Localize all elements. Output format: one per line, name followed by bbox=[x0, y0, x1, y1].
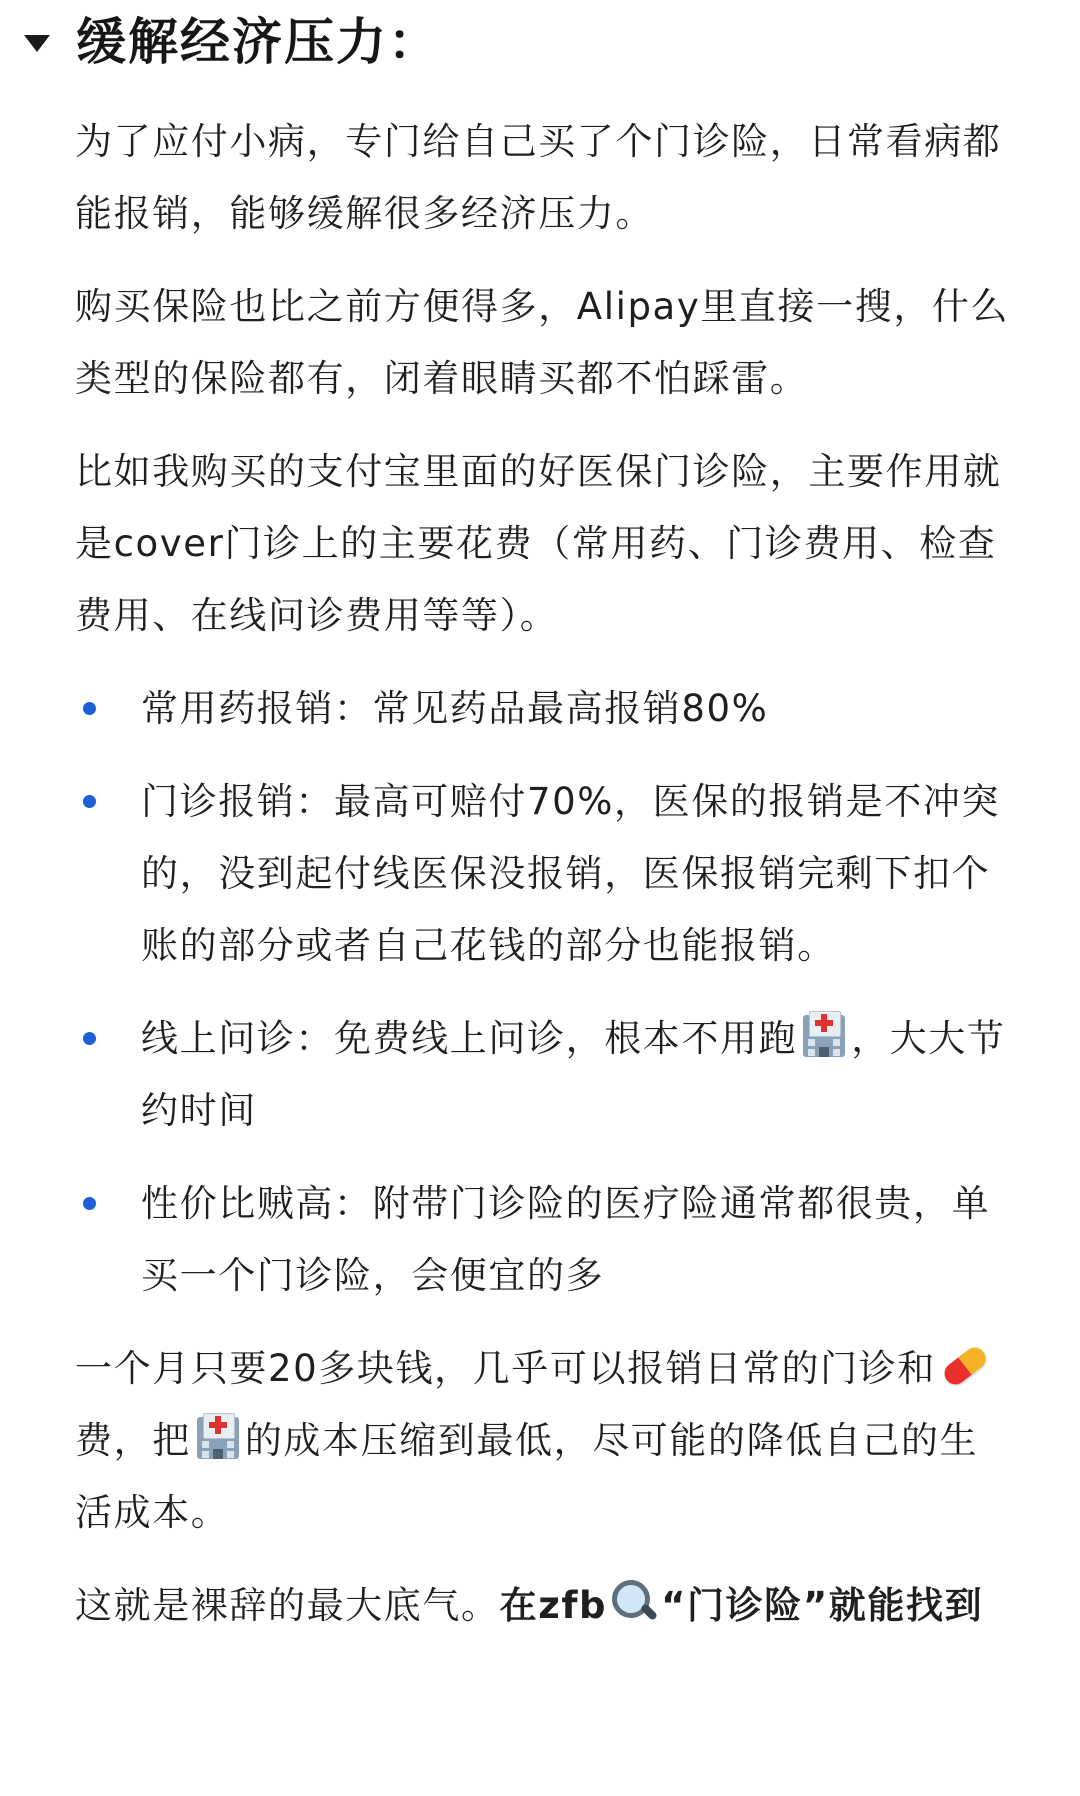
paragraph-convenience: 购买保险也比之前方便得多，Alipay里直接一搜，什么类型的保险都有，闭着眼睛买都不怕踩雷。 bbox=[75, 285, 1010, 400]
paragraph-final bbox=[75, 1570, 1015, 1642]
bullet-dot-icon bbox=[83, 1032, 96, 1045]
cost-text-3: 的成本压缩到最低，尽可能的降低自己的生活成本。 bbox=[75, 1419, 979, 1534]
benefit-text-outpatient: 门诊报销：最高可赔付70%，医保的报销是不冲突的，没到起付线医保没报销，医保报销完剩下扣个账的部分或者自己花钱的部分也能报销。 bbox=[141, 780, 1001, 967]
paragraph-intro: 为了应付小病，专门给自己买了个门诊险，日常看病都能报销，能够缓解很多经济压力。 bbox=[75, 120, 1002, 235]
benefit-text-medicine: 常用药报销：常见药品最高报销80% bbox=[141, 687, 769, 730]
final-text-bold-2: “门诊险”就能找到 bbox=[661, 1584, 984, 1627]
section-title: 缓解经济压力： bbox=[76, 13, 440, 71]
pill-icon bbox=[938, 1341, 990, 1389]
final-text-bold-1: 在zfb bbox=[499, 1584, 608, 1627]
hospital-icon bbox=[193, 1411, 243, 1461]
paragraph-cost bbox=[75, 1333, 1015, 1549]
section-header[interactable] bbox=[24, 6, 440, 78]
benefit-item-outpatient bbox=[75, 766, 1015, 982]
benefit-item-medicine bbox=[75, 673, 1015, 745]
collapse-caret-icon[interactable] bbox=[24, 35, 50, 52]
benefit-text-value: 性价比贼高：附带门诊险的医疗险通常都很贵，单买一个门诊险，会便宜的多 bbox=[141, 1182, 991, 1297]
bullet-dot-icon bbox=[83, 1197, 96, 1210]
benefit-text-online-after: ，大大节约时间 bbox=[141, 1017, 1006, 1132]
bullet-dot-icon bbox=[83, 795, 96, 808]
benefit-item-online bbox=[75, 1003, 1015, 1147]
article-content bbox=[75, 106, 1015, 1663]
bullet-dot-icon bbox=[83, 702, 96, 715]
cost-text-2: 费，把 bbox=[75, 1419, 191, 1462]
final-text-plain: 这就是裸辞的最大底气。 bbox=[75, 1584, 500, 1627]
cost-text-1: 一个月只要20多块钱，几乎可以报销日常的门诊和 bbox=[75, 1347, 936, 1390]
benefit-text-online-before: 线上问诊：免费线上问诊，根本不用跑 bbox=[141, 1017, 798, 1060]
benefit-item-value bbox=[75, 1168, 1015, 1312]
paragraph-example: 比如我购买的支付宝里面的好医保门诊险，主要作用就是cover门诊上的主要花费（常用药、门诊费用、检查费用、在线问诊费用等等）。 bbox=[75, 450, 1002, 637]
magnifying-glass-icon bbox=[609, 1578, 659, 1626]
hospital-icon bbox=[799, 1009, 849, 1059]
benefit-list bbox=[75, 673, 1015, 1312]
